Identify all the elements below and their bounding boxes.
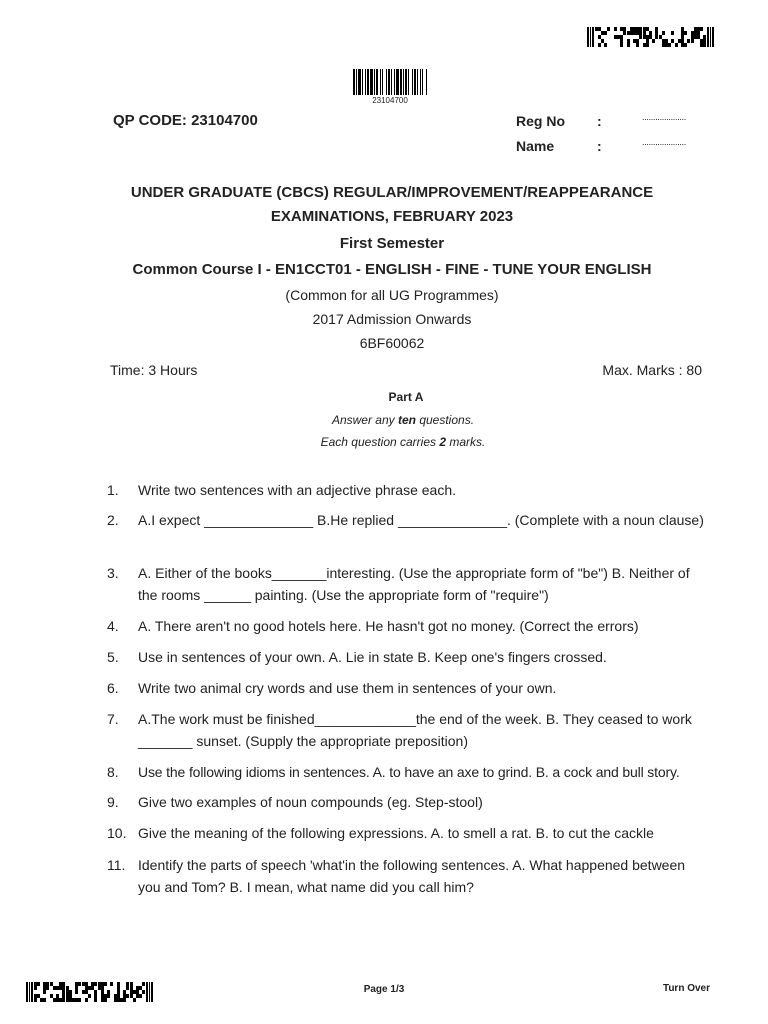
reg-no-label: Reg No bbox=[516, 113, 565, 129]
question-text: Use in sentences of your own. A. Lie in state B. Keep one's fingers crossed. bbox=[138, 649, 607, 665]
code-strip-bar bbox=[151, 982, 153, 1002]
exam-title-line1: UNDER GRADUATE (CBCS) REGULAR/IMPROVEMENT/REAPPEARANCE bbox=[130, 184, 654, 201]
code-strip-block bbox=[130, 982, 145, 1002]
question-text: Write two animal cry words and use them in sentences of your own. bbox=[138, 680, 557, 696]
question-text: Identify the parts of speech 'what'in the following sentences. A. What happened between you and Tom? B. I mean, what name did you call him? bbox=[138, 857, 686, 895]
semester: First Semester bbox=[339, 235, 445, 252]
code-strip-bar bbox=[31, 982, 33, 1002]
question-item bbox=[107, 762, 707, 784]
top-right-code-strip bbox=[587, 27, 714, 47]
question-number: 9. bbox=[107, 794, 119, 810]
admission: 2017 Admission Onwards bbox=[312, 311, 472, 327]
page-number: Page 1/3 bbox=[363, 984, 405, 995]
code-strip-block bbox=[34, 982, 49, 1002]
question-text: Write two sentences with an adjective phrase each. bbox=[138, 482, 457, 498]
instruction-marks-post: marks. bbox=[446, 435, 486, 449]
code-strip-block bbox=[627, 27, 642, 47]
instruction-answer-count: ten bbox=[397, 413, 416, 427]
instruction-answer-post: questions. bbox=[415, 413, 475, 427]
turn-over: Turn Over bbox=[662, 983, 710, 994]
question-number: 8. bbox=[107, 764, 119, 780]
code-strip-bar bbox=[149, 982, 150, 1002]
instruction-answer bbox=[200, 413, 606, 427]
code-strip-bar bbox=[587, 27, 589, 47]
code-strip-block bbox=[50, 982, 65, 1002]
question-number: 6. bbox=[107, 680, 119, 696]
max-marks: Max. Marks : 80 bbox=[602, 362, 702, 378]
question-number: 5. bbox=[107, 649, 119, 665]
time-allowed: Time: 3 Hours bbox=[110, 362, 198, 378]
code-strip-bar bbox=[712, 27, 714, 47]
instruction-marks bbox=[200, 435, 606, 449]
instruction-marks-pre: Each question carries bbox=[320, 435, 440, 449]
barcode-number: 23104700 bbox=[372, 96, 408, 105]
exam-title-line2: EXAMINATIONS, FEBRUARY 2023 bbox=[270, 208, 514, 225]
question-item bbox=[107, 647, 707, 669]
name-colon: : bbox=[597, 138, 602, 154]
question-item bbox=[107, 855, 707, 898]
barcode-bar bbox=[426, 69, 427, 95]
code-strip-bar bbox=[710, 27, 711, 47]
question-number: 3. bbox=[107, 565, 119, 581]
common-for: (Common for all UG Programmes) bbox=[285, 287, 499, 303]
name-label: Name bbox=[516, 138, 555, 154]
instruction-answer-pre: Answer any bbox=[331, 413, 398, 427]
question-number: 4. bbox=[107, 618, 119, 634]
code-strip-block bbox=[66, 982, 81, 1002]
qp-code: QP CODE: 23104700 bbox=[113, 112, 258, 129]
code-strip-block bbox=[675, 27, 690, 47]
code-strip-block bbox=[82, 982, 97, 1002]
question-item bbox=[107, 678, 707, 700]
question-item bbox=[107, 709, 707, 752]
code-strip-bar bbox=[707, 27, 709, 47]
question-text: A. There aren't no good hotels here. He hasn't got no money. (Correct the errors) bbox=[138, 618, 639, 634]
code-strip-bar bbox=[592, 27, 594, 47]
reg-no-colon: : bbox=[597, 113, 602, 129]
question-item bbox=[107, 823, 707, 845]
code-strip-bar bbox=[590, 27, 591, 47]
question-number: 2. bbox=[107, 512, 119, 528]
question-item bbox=[107, 480, 707, 502]
instruction-marks-count: 2 bbox=[439, 435, 447, 449]
code-strip-block bbox=[98, 982, 113, 1002]
code-strip-block bbox=[611, 27, 626, 47]
question-number: 10. bbox=[107, 825, 127, 841]
question-text: Give the meaning of the following expressions. A. to smell a rat. B. to cut the cackle bbox=[138, 825, 654, 841]
question-text: Give two examples of noun compounds (eg. Step-stool) bbox=[138, 794, 483, 810]
paper-code: 6BF60062 bbox=[359, 335, 425, 351]
code-strip-block bbox=[691, 27, 706, 47]
code-strip-block bbox=[114, 982, 129, 1002]
question-item bbox=[107, 510, 707, 532]
question-text: A.The work must be finished_____________the end of the week. B. They ceased to work _______ sunset. (Supply the appropriate preposition) bbox=[138, 711, 692, 749]
code-strip-bar bbox=[29, 982, 30, 1002]
part-heading: Part A bbox=[388, 390, 424, 404]
question-item bbox=[107, 616, 707, 638]
code-strip-bar bbox=[26, 982, 28, 1002]
question-item bbox=[107, 563, 707, 606]
question-text: A.I expect ______________ B.He replied ______________. (Complete with a noun clause) bbox=[138, 512, 704, 528]
code-strip-block bbox=[595, 27, 610, 47]
question-number: 1. bbox=[107, 482, 119, 498]
question-number: 11. bbox=[107, 857, 126, 873]
bottom-left-code-strip bbox=[26, 982, 153, 1002]
name-field: .................... bbox=[642, 137, 687, 147]
question-text: A. Either of the books_______interesting. (Use the appropriate form of "be") B. Neither of the rooms ______ painting. (Use the appropriate form of "require") bbox=[138, 565, 690, 603]
course-title: Common Course I - EN1CCT01 - ENGLISH - FINE - TUNE YOUR ENGLISH bbox=[132, 261, 652, 278]
code-strip-block bbox=[659, 27, 674, 47]
question-text: Use the following idioms in sentences. A. to have an axe to grind. B. a cock and bull story. bbox=[138, 764, 680, 780]
question-item bbox=[107, 792, 707, 814]
code-strip-bar bbox=[146, 982, 148, 1002]
question-number: 7. bbox=[107, 711, 119, 727]
reg-no-field: .................... bbox=[642, 112, 687, 122]
code-strip-block bbox=[643, 27, 658, 47]
barcode bbox=[353, 69, 427, 95]
